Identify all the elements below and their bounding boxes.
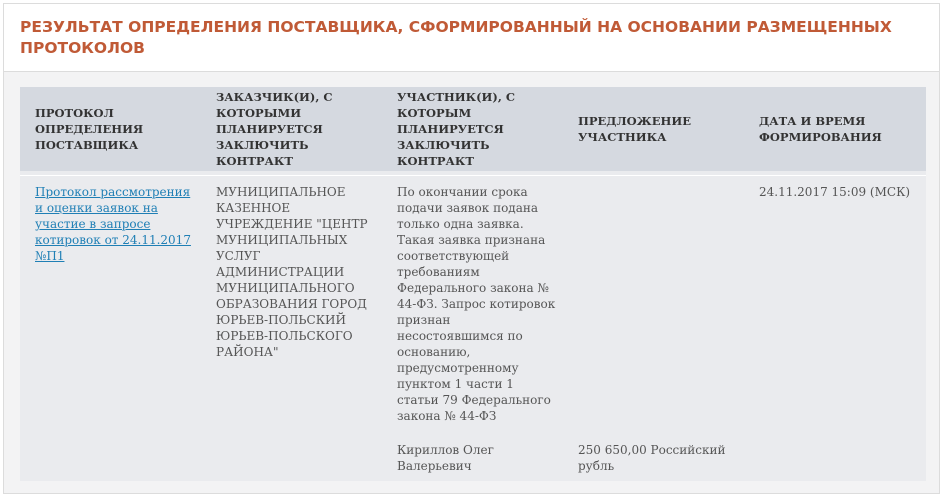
header-participant: УЧАСТНИК(И), С КОТОРЫМ ПЛАНИРУЕТСЯ ЗАКЛЮЧИТЬ КОНТРАКТ [397, 90, 516, 168]
header-protocol: ПРОТОКОЛ ОПРЕДЕЛЕНИЯ ПОСТАВЩИКА [35, 106, 144, 152]
section-title: РЕЗУЛЬТАТ ОПРЕДЕЛЕНИЯ ПОСТАВЩИКА, СФОРМИРОВАННЫЙ НА ОСНОВАНИИ РАЗМЕЩЕННЫХ ПРОТОКОЛОВ [20, 18, 892, 57]
datetime-cell: 24.11.2017 15:09 (МСК) [759, 185, 911, 199]
header-datetime: ДАТА И ВРЕМЯ ФОРМИРОВАНИЯ [759, 114, 882, 144]
offer-cell: 250 650,00 Российский рубль [578, 443, 726, 473]
panel-header [4, 4, 939, 72]
header-offer: ПРЕДЛОЖЕНИЕ УЧАСТНИКА [578, 114, 692, 144]
participant-name: Кириллов Олег Валерьевич [397, 443, 494, 473]
header-divider [20, 175, 926, 176]
protocols-result-panel [3, 3, 940, 494]
customer-cell: МУНИЦИПАЛЬНОЕ КАЗЕННОЕ УЧРЕЖДЕНИЕ "ЦЕНТР МУНИЦИПАЛЬНЫХ УСЛУГ АДМИНИСТРАЦИИ МУНИЦИПАЛЬНОГО ОБРАЗОВАНИЯ ГОРОД ЮРЬЕВ-ПОЛЬСКИЙ ЮРЬЕВ-ПОЛЬСКОГО РАЙОНА" [216, 185, 368, 359]
protocols-table [20, 87, 926, 481]
table-header-row [20, 87, 926, 171]
header-customer: ЗАКАЗЧИК(И), С КОТОРЫМИ ПЛАНИРУЕТСЯ ЗАКЛЮЧИТЬ КОНТРАКТ [216, 90, 333, 168]
participant-note: По окончании срока подачи заявок подана только одна заявка. Такая заявка признана соответствующей требованиям Федерального закона № 44-ФЗ. Запрос котировок признан несостоявшимся по основанию, предусмотренному пунктом 1 части 1 статьи 79 Федерального закона № 44-ФЗ [397, 185, 556, 423]
protocol-link[interactable]: Протокол рассмотрения и оценки заявок на участие в запросе котировок от 24.11.2017 №П1 [35, 185, 191, 263]
